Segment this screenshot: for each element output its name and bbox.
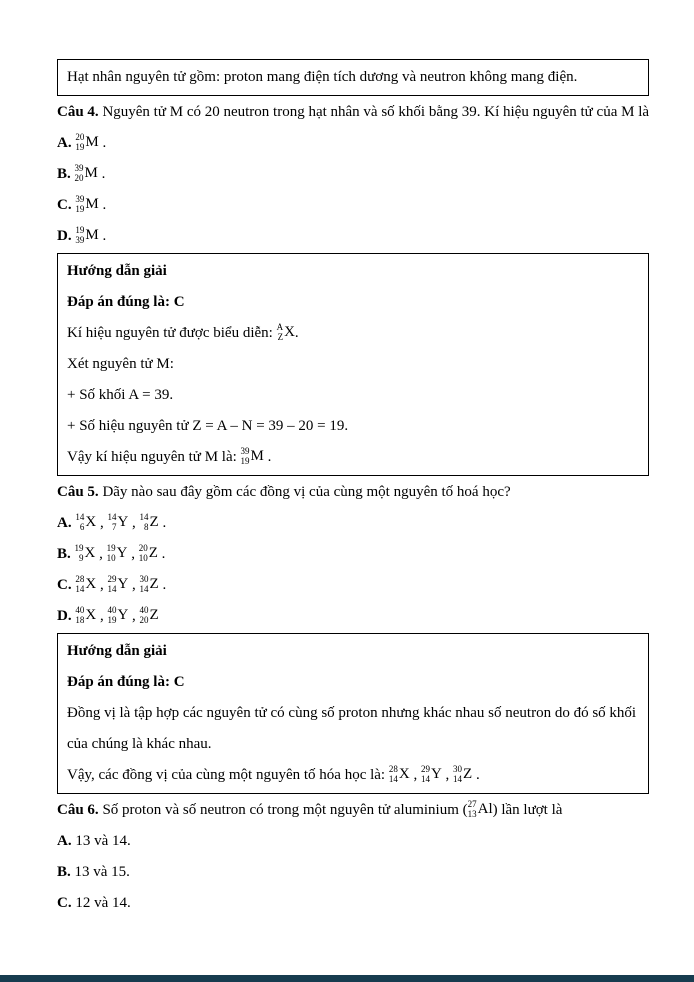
conclusion-pre: Vậy kí hiệu nguyên tử M là: [67, 449, 237, 465]
element-symbol: Z [463, 765, 473, 782]
nuclide-notation [140, 512, 159, 532]
option-suffix: . [158, 577, 167, 593]
mass-number: A [276, 321, 284, 332]
conclusion-pre: Vậy, các đồng vị của cùng một nguyên tố hóa học là: [67, 767, 386, 783]
option-text: 12 và 14. [75, 895, 131, 911]
element-symbol: X [85, 575, 97, 592]
answer-text: Đáp án đúng là: C [67, 294, 185, 310]
option-suffix: . [98, 135, 107, 151]
nuclide-notation [75, 512, 96, 532]
separator: , [96, 608, 108, 624]
solution-explain-line: Đồng vị là tập hợp các nguyên tử có cùng số proton nhưng khác nhau số neutron do đó số khối của chúng là khác nhau. [67, 705, 637, 752]
separator: , [96, 515, 108, 531]
nuclide-scripts [75, 194, 84, 214]
element-symbol: M [85, 226, 99, 243]
question-5-label: Câu 5. [57, 484, 99, 500]
nuclide-scripts [140, 605, 149, 625]
mass-number: 39 [74, 162, 84, 173]
question-6 [57, 795, 649, 826]
nuclide-notation [107, 574, 128, 594]
mass-number: 30 [139, 573, 149, 584]
nuclide-notation [107, 512, 128, 532]
atomic-number: 10 [106, 552, 116, 563]
atomic-number: 18 [75, 614, 85, 625]
question-4-text: Nguyên tử M có 20 neutron trong hạt nhân và số khối bằng 39. Kí hiệu nguyên tử của M là [102, 104, 650, 120]
nuclide-scripts [75, 163, 84, 183]
nuclide-notation [139, 543, 158, 563]
nuclide-scripts [277, 322, 284, 342]
nuclide-notation [75, 574, 96, 594]
atomic-number: 14 [388, 773, 398, 784]
mass-number: 27 [467, 798, 477, 809]
nuclide-scripts [453, 764, 462, 784]
q4-solution-box [57, 253, 649, 476]
question-6-label: Câu 6. [57, 802, 99, 818]
nuclide-scripts [75, 225, 84, 245]
atomic-number: 13 [467, 808, 477, 819]
nuclide-notation [75, 543, 96, 563]
option-suffix: . [98, 228, 107, 244]
option-suffix: . [158, 515, 167, 531]
nuclide-notation [468, 799, 493, 819]
intro-box [57, 59, 649, 96]
atomic-number: Z [277, 331, 284, 342]
q6-option-b [57, 857, 649, 888]
option-label: B. [57, 546, 71, 562]
separator: , [95, 546, 107, 562]
option-label: B. [57, 166, 71, 182]
atomic-number: 14 [139, 583, 149, 594]
worksheet-page [57, 58, 649, 919]
q5-solution-box [57, 633, 649, 794]
mass-number: 19 [106, 542, 116, 553]
separator: , [441, 767, 454, 783]
option-text: 13 và 15. [74, 864, 130, 880]
question-5 [57, 477, 649, 508]
atomic-number: 14 [420, 773, 430, 784]
option-label: C. [57, 895, 72, 911]
nuclide-notation [389, 764, 410, 784]
separator: , [96, 577, 108, 593]
separator: , [128, 515, 140, 531]
question-6-text-post: ) lần lượt là [492, 802, 563, 818]
atomic-number: 19 [75, 141, 85, 152]
nuclide-scripts [468, 799, 477, 819]
answer-line [67, 287, 639, 318]
solution-title-text: Hướng dẫn giải [67, 643, 167, 659]
nuclide-scripts [75, 574, 84, 594]
solution-consider-line: Xét nguyên tử M: [67, 356, 174, 372]
q5-option-a [57, 508, 649, 539]
solution-title-text: Hướng dẫn giải [67, 263, 167, 279]
element-symbol: M [84, 164, 98, 181]
solution-step-2: + Số hiệu nguyên tử Z = A – N = 39 – 20 = 19. [67, 418, 349, 434]
element-symbol: Z [149, 606, 159, 623]
option-suffix: . [157, 546, 166, 562]
option-label: D. [57, 228, 72, 244]
question-5-text: Dãy nào sau đây gồm các đồng vị của cùng một nguyên tố hoá học? [102, 484, 511, 500]
separator: , [409, 767, 421, 783]
atomic-number: 19 [240, 455, 250, 466]
element-symbol: Z [148, 544, 158, 561]
atomic-number: 8 [144, 521, 149, 532]
nuclide-scripts [139, 543, 148, 563]
element-symbol: X [85, 513, 97, 530]
mass-number: 40 [107, 604, 117, 615]
solution-title [67, 256, 639, 287]
option-label: A. [57, 833, 72, 849]
conclusion-suffix: . [472, 767, 480, 783]
nuclide-notation [241, 446, 264, 466]
mass-number: 39 [240, 445, 250, 456]
nuclide-scripts [107, 574, 116, 594]
element-symbol: Y [117, 606, 129, 623]
atomic-number: 9 [79, 552, 84, 563]
nuclide-scripts [107, 605, 116, 625]
nuclide-notation [75, 194, 98, 214]
mass-number: 19 [74, 542, 84, 553]
nuclide-notation [75, 163, 98, 183]
q4-option-d [57, 221, 649, 252]
nuclide-notation [140, 574, 159, 594]
notation-post: . [294, 325, 299, 341]
element-symbol: X [398, 765, 410, 782]
question-6-text-pre: Số proton và số neutron có trong một nguyên tử aluminium ( [102, 802, 468, 818]
option-suffix: . [98, 197, 107, 213]
answer-text: Đáp án đúng là: C [67, 674, 185, 690]
nuclide-notation [421, 764, 442, 784]
element-symbol: Y [117, 575, 129, 592]
mass-number: 28 [388, 763, 398, 774]
element-symbol: Y [117, 513, 129, 530]
separator: , [127, 546, 139, 562]
mass-number: 40 [139, 604, 149, 615]
q5-option-b [57, 539, 649, 570]
nuclide-scripts [75, 605, 84, 625]
mass-number: 19 [75, 224, 85, 235]
atomic-number: 7 [111, 521, 117, 532]
mass-number: 14 [139, 511, 149, 522]
solution-step-1: + Số khối A = 39. [67, 387, 174, 403]
nuclide-notation [107, 543, 128, 563]
element-symbol: Y [116, 544, 128, 561]
mass-number: 39 [75, 193, 85, 204]
nuclide-notation [107, 605, 128, 625]
atomic-number: 14 [453, 773, 463, 784]
nuclide-notation [453, 764, 472, 784]
atomic-number: 14 [75, 583, 85, 594]
solution-title [67, 636, 639, 667]
answer-line [67, 667, 639, 698]
option-label: C. [57, 577, 72, 593]
nuclide-notation [75, 225, 98, 245]
intro-text: Hạt nhân nguyên tử gồm: proton mang điện tích dương và neutron không mang điện. [67, 69, 578, 85]
conclusion-post: . [263, 449, 272, 465]
nuclide-scripts [107, 543, 116, 563]
element-symbol: X [85, 606, 97, 623]
nuclide-scripts [140, 574, 149, 594]
mass-number: 20 [75, 131, 85, 142]
nuclide-scripts [421, 764, 430, 784]
nuclide-notation [75, 605, 96, 625]
q6-option-a [57, 826, 649, 857]
option-label: A. [57, 515, 72, 531]
element-symbol: M [250, 447, 264, 464]
mass-number: 40 [75, 604, 85, 615]
nuclide-scripts [389, 764, 398, 784]
notation-pre: Kí hiệu nguyên tử được biểu diễn: [67, 325, 273, 341]
nuclide-scripts [75, 132, 84, 152]
q5-option-c [57, 570, 649, 601]
option-suffix: . [97, 166, 106, 182]
element-symbol: Al [477, 800, 493, 817]
nuclide-scripts [75, 512, 84, 532]
atomic-number: 20 [74, 172, 84, 183]
element-symbol: Y [430, 765, 442, 782]
separator: , [128, 577, 140, 593]
element-symbol: M [85, 133, 99, 150]
solution-conclusion-line [67, 442, 639, 473]
option-text: 13 và 14. [75, 833, 131, 849]
option-label: B. [57, 864, 71, 880]
question-4-label: Câu 4. [57, 104, 99, 120]
mass-number: 20 [138, 542, 148, 553]
nuclide-scripts [241, 446, 250, 466]
question-4 [57, 97, 649, 128]
nuclide-scripts [140, 512, 149, 532]
atomic-number: 19 [75, 203, 85, 214]
atomic-number: 39 [75, 234, 85, 245]
option-label: A. [57, 135, 72, 151]
mass-number: 28 [75, 573, 85, 584]
element-symbol: X [84, 544, 96, 561]
mass-number: 29 [420, 763, 430, 774]
solution-notation-line [67, 318, 639, 349]
nuclide-notation [140, 605, 159, 625]
nuclide-notation [75, 132, 98, 152]
solution-conclusion-line [67, 760, 639, 791]
option-label: D. [57, 608, 72, 624]
atomic-number: 19 [107, 614, 117, 625]
mass-number: 29 [107, 573, 117, 584]
nuclide-notation [277, 322, 295, 342]
option-label: C. [57, 197, 72, 213]
nuclide-scripts [75, 543, 84, 563]
bottom-bar [0, 975, 694, 982]
atomic-number: 14 [107, 583, 117, 594]
q6-option-c [57, 888, 649, 919]
mass-number: 30 [453, 763, 463, 774]
mass-number: 14 [107, 511, 117, 522]
element-symbol: M [85, 195, 99, 212]
element-symbol: Z [149, 575, 159, 592]
q4-option-a [57, 128, 649, 159]
nuclide-scripts [107, 512, 116, 532]
atomic-number: 6 [79, 521, 85, 532]
atomic-number: 20 [139, 614, 149, 625]
element-symbol: X [284, 323, 295, 340]
element-symbol: Z [149, 513, 159, 530]
atomic-number: 10 [138, 552, 148, 563]
q5-option-d [57, 601, 649, 632]
q4-option-c [57, 190, 649, 221]
separator: , [128, 608, 140, 624]
q4-option-b [57, 159, 649, 190]
mass-number: 14 [75, 511, 85, 522]
